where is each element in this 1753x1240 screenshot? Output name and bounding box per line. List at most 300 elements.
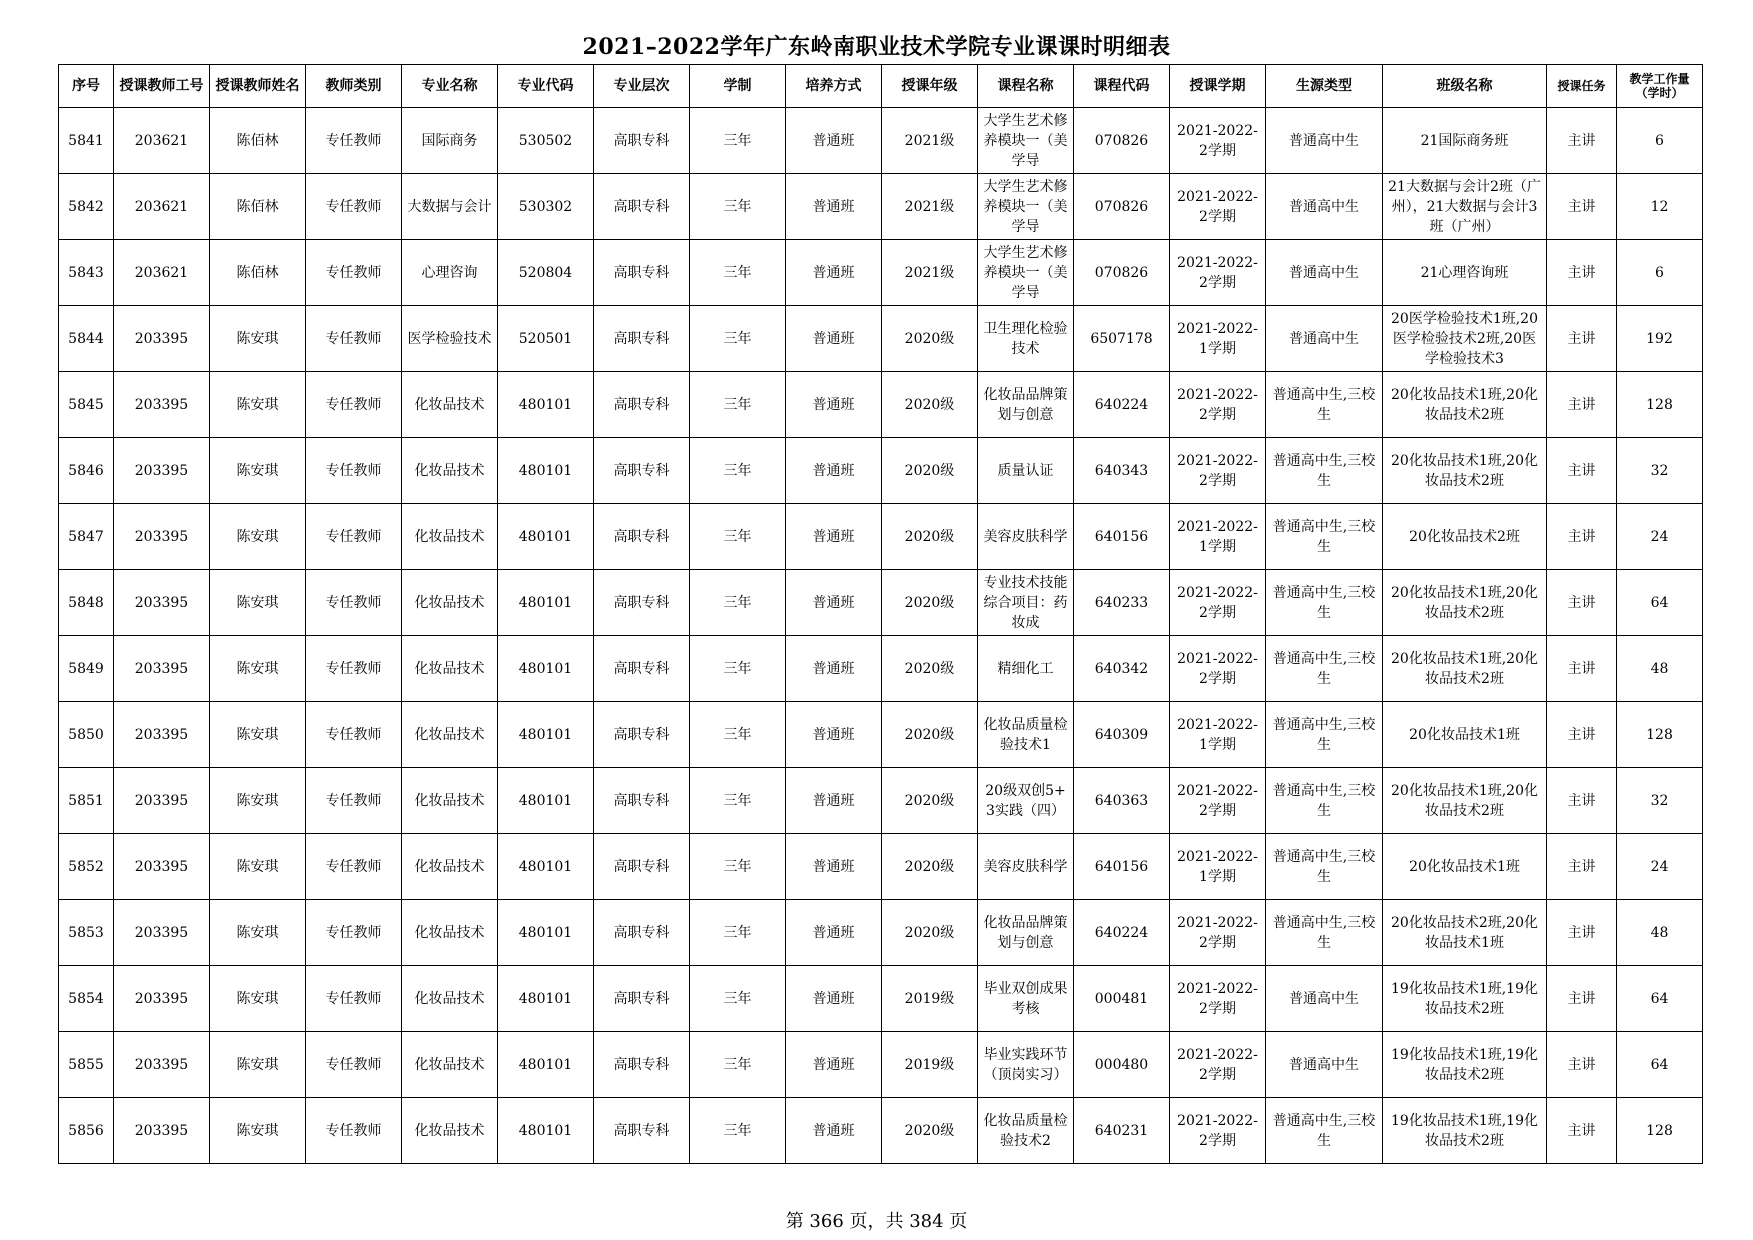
table-row [59,504,1703,570]
cell-teacher-category [306,240,402,306]
cell-text: 5854 [68,990,104,1007]
cell-text: 美容皮肤科学 [983,858,1068,875]
cell-text: 128 [1646,396,1673,413]
cell-class-name [1383,1098,1547,1164]
cell-training-mode [786,240,882,306]
cell-student-source [1266,108,1383,174]
cell-text: 化妆品质量检验技术1 [983,716,1068,753]
cell-task [1547,174,1617,240]
cell-text: 专任教师 [325,792,382,809]
cell-task [1547,702,1617,768]
cell-major-level [594,966,690,1032]
cell-text: 5856 [68,1122,104,1139]
cell-class-name [1383,174,1547,240]
cell-text: 640224 [1094,924,1149,941]
cell-text: 大学生艺术修养模块一（美学导 [983,112,1068,169]
cell-text: 化妆品技术 [414,726,485,743]
cell-text: 480101 [518,990,573,1007]
cell-text: 三年 [723,660,752,677]
cell-duration [690,108,786,174]
cell-text: 陈佰林 [236,264,279,281]
cell-student-source [1266,240,1383,306]
cell-text: 陈安琪 [236,594,279,611]
cell-text: 大数据与会计 [407,198,492,215]
cell-text: 480101 [518,858,573,875]
cell-major-name [402,768,498,834]
cell-course-code [1074,702,1170,768]
cell-training-mode [786,900,882,966]
cell-text: 640156 [1094,528,1149,545]
cell-text: 480101 [518,1122,573,1139]
cell-class-name [1383,108,1547,174]
cell-text: 陈安琪 [236,396,279,413]
cell-training-mode [786,702,882,768]
cell-workload [1617,768,1703,834]
cell-grade [882,570,978,636]
cell-text: 专任教师 [325,1056,382,1073]
cell-teacher-category [306,174,402,240]
cell-text: 专任教师 [325,990,382,1007]
course-hours-table [58,64,1703,1164]
cell-task [1547,372,1617,438]
cell-text: 陈安琪 [236,660,279,677]
cell-seq [59,636,114,702]
cell-text: 主讲 [1567,396,1596,413]
cell-text: 主讲 [1567,660,1596,677]
cell-course-code [1074,174,1170,240]
cell-text: 主讲 [1567,792,1596,809]
cell-course-code [1074,636,1170,702]
cell-text: 普通高中生,三校生 [1272,1112,1376,1149]
cell-text: 化妆品质量检验技术2 [983,1112,1068,1149]
cell-semester [1170,570,1266,636]
cell-course-code [1074,438,1170,504]
cell-major-name [402,108,498,174]
cell-text: 2020级 [904,462,955,479]
cell-major-code [498,306,594,372]
cell-workload [1617,438,1703,504]
cell-task [1547,966,1617,1032]
cell-major-code [498,636,594,702]
cell-text: 203395 [134,792,189,809]
cell-text: 203395 [134,726,189,743]
cell-seq [59,1098,114,1164]
table-row [59,240,1703,306]
cell-text: 高职专科 [613,726,670,743]
cell-text: 480101 [518,396,573,413]
cell-text: 化妆品技术 [414,990,485,1007]
cell-major-level [594,900,690,966]
cell-text: 2021-2022-2学期 [1177,1112,1258,1149]
cell-text: 陈安琪 [236,990,279,1007]
cell-course-code [1074,834,1170,900]
cell-text: 化妆品技术 [414,858,485,875]
table-row [59,702,1703,768]
cell-teacher-category [306,834,402,900]
cell-text: 专任教师 [325,1122,382,1139]
cell-text: 普通高中生 [1289,132,1359,149]
cell-text: 2021-2022-1学期 [1177,716,1258,753]
cell-teacher-category [306,966,402,1032]
cell-teacher-name [210,504,306,570]
cell-text: 陈安琪 [236,858,279,875]
cell-text: 高职专科 [613,924,670,941]
cell-task [1547,108,1617,174]
cell-teacher-name [210,900,306,966]
cell-teacher-id [114,306,210,372]
cell-major-name [402,966,498,1032]
cell-major-name [402,504,498,570]
cell-text: 专任教师 [325,528,382,545]
cell-text: 主讲 [1567,1122,1596,1139]
cell-text: 三年 [723,264,752,281]
cell-text: 主讲 [1567,264,1596,281]
cell-major-level [594,108,690,174]
table-row [59,438,1703,504]
cell-text: 5849 [68,660,104,677]
cell-workload [1617,240,1703,306]
cell-text: 24 [1650,528,1669,545]
cell-grade [882,1098,978,1164]
cell-workload [1617,1098,1703,1164]
cell-training-mode [786,108,882,174]
cell-class-name [1383,966,1547,1032]
cell-course-code [1074,108,1170,174]
cell-text: 陈安琪 [236,1056,279,1073]
cell-grade [882,108,978,174]
cell-text: 普通班 [812,528,855,545]
cell-teacher-name [210,174,306,240]
cell-text: 普通高中生,三校生 [1272,386,1376,423]
cell-text: 480101 [518,792,573,809]
cell-text: 主讲 [1567,858,1596,875]
cell-text: 大学生艺术修养模块一（美学导 [983,178,1068,235]
cell-major-level [594,636,690,702]
cell-teacher-id [114,636,210,702]
cell-text: 20化妆品技术1班 [1409,726,1520,743]
cell-text: 2020级 [904,726,955,743]
cell-class-name [1383,306,1547,372]
cell-semester [1170,636,1266,702]
cell-text: 480101 [518,594,573,611]
cell-text: 三年 [723,792,752,809]
cell-text: 19化妆品技术1班,19化妆品技术2班 [1391,1112,1538,1149]
cell-class-name [1383,834,1547,900]
cell-major-code [498,834,594,900]
cell-class-name [1383,438,1547,504]
cell-text: 640224 [1094,396,1149,413]
cell-class-name [1383,702,1547,768]
cell-text: 普通班 [812,396,855,413]
column-header-teacher-name: 授课教师姓名 [210,65,306,108]
cell-text: 专任教师 [325,198,382,215]
cell-major-code [498,438,594,504]
cell-student-source [1266,768,1383,834]
cell-text: 卫生理化检验技术 [983,320,1068,357]
cell-text: 化妆品品牌策划与创意 [983,386,1068,423]
cell-text: 陈安琪 [236,792,279,809]
cell-major-name [402,1098,498,1164]
cell-course-name [978,636,1074,702]
cell-course-name [978,1032,1074,1098]
cell-class-name [1383,570,1547,636]
cell-text: 64 [1650,594,1669,611]
table-row [59,1098,1703,1164]
cell-text: 203395 [134,990,189,1007]
cell-text: 陈安琪 [236,1122,279,1139]
cell-text: 三年 [723,924,752,941]
cell-teacher-category [306,108,402,174]
cell-text: 070826 [1094,198,1149,215]
cell-text: 化妆品品牌策划与创意 [983,914,1068,951]
cell-duration [690,1098,786,1164]
cell-text: 2020级 [904,858,955,875]
column-header-major-level: 专业层次 [594,65,690,108]
cell-text: 203395 [134,594,189,611]
cell-workload [1617,966,1703,1032]
cell-semester [1170,834,1266,900]
cell-duration [690,966,786,1032]
table-row [59,108,1703,174]
cell-text: 高职专科 [613,792,670,809]
table-row [59,306,1703,372]
cell-teacher-category [306,900,402,966]
cell-text: 480101 [518,660,573,677]
cell-text: 2021-2022-1学期 [1177,518,1258,555]
cell-text: 普通班 [812,198,855,215]
cell-text: 19化妆品技术1班,19化妆品技术2班 [1391,1046,1538,1083]
cell-text: 2021-2022-2学期 [1177,782,1258,819]
cell-seq [59,504,114,570]
cell-text: 32 [1650,462,1669,479]
cell-teacher-name [210,306,306,372]
cell-teacher-category [306,438,402,504]
cell-task [1547,1032,1617,1098]
cell-text: 2020级 [904,594,955,611]
cell-workload [1617,108,1703,174]
cell-text: 医学检验技术 [407,330,492,347]
cell-major-code [498,768,594,834]
cell-course-name [978,108,1074,174]
cell-training-mode [786,1098,882,1164]
cell-duration [690,504,786,570]
document-title: 2021–2022学年广东岭南职业技术学院专业课课时明细表 [582,34,1171,60]
cell-major-level [594,504,690,570]
cell-workload [1617,570,1703,636]
cell-task [1547,768,1617,834]
cell-teacher-name [210,1098,306,1164]
cell-major-name [402,636,498,702]
cell-teacher-name [210,240,306,306]
cell-text: 主讲 [1567,1056,1596,1073]
cell-text: 5846 [68,462,104,479]
cell-text: 530502 [518,132,573,149]
cell-text: 三年 [723,528,752,545]
cell-text: 5853 [68,924,104,941]
cell-class-name [1383,240,1547,306]
cell-text: 21国际商务班 [1420,132,1509,149]
cell-text: 64 [1650,1056,1669,1073]
cell-course-name [978,900,1074,966]
cell-training-mode [786,306,882,372]
cell-text: 12 [1650,198,1669,215]
cell-course-code [1074,966,1170,1032]
cell-semester [1170,702,1266,768]
cell-text: 2021-2022-2学期 [1177,584,1258,621]
cell-major-code [498,702,594,768]
cell-training-mode [786,174,882,240]
cell-text: 480101 [518,726,573,743]
cell-text: 普通班 [812,726,855,743]
cell-text: 普通班 [812,594,855,611]
cell-text: 2020级 [904,660,955,677]
cell-grade [882,966,978,1032]
cell-duration [690,240,786,306]
cell-seq [59,306,114,372]
cell-text: 2019级 [904,990,955,1007]
cell-text: 高职专科 [613,396,670,413]
cell-duration [690,570,786,636]
cell-text: 203395 [134,660,189,677]
cell-text: 6 [1655,132,1664,149]
cell-teacher-name [210,570,306,636]
cell-major-name [402,702,498,768]
cell-teacher-category [306,702,402,768]
cell-text: 480101 [518,924,573,941]
cell-major-name [402,900,498,966]
cell-text: 毕业双创成果考核 [983,980,1068,1017]
cell-text: 三年 [723,726,752,743]
cell-major-name [402,438,498,504]
cell-text: 2021-2022-2学期 [1177,452,1258,489]
cell-major-name [402,570,498,636]
table-row [59,636,1703,702]
page-number: 第 366 页，共 384 页 [785,1211,968,1232]
cell-text: 5855 [68,1056,104,1073]
column-header-teacher-id: 授课教师工号 [114,65,210,108]
cell-text: 质量认证 [997,462,1054,479]
cell-seq [59,1032,114,1098]
cell-task [1547,636,1617,702]
cell-text: 2021级 [904,198,955,215]
cell-seq [59,240,114,306]
cell-text: 三年 [723,462,752,479]
cell-text: 6507178 [1090,330,1153,347]
cell-text: 2020级 [904,330,955,347]
cell-class-name [1383,1032,1547,1098]
cell-text: 48 [1650,660,1669,677]
cell-text: 20级双创5+3实践（四） [985,782,1066,819]
table-row [59,174,1703,240]
cell-text: 高职专科 [613,264,670,281]
cell-duration [690,768,786,834]
cell-text: 2020级 [904,924,955,941]
cell-course-code [1074,372,1170,438]
cell-student-source [1266,174,1383,240]
cell-duration [690,174,786,240]
cell-seq [59,570,114,636]
cell-course-name [978,438,1074,504]
cell-text: 毕业实践环节（顶岗实习） [983,1046,1068,1083]
cell-major-level [594,438,690,504]
cell-task [1547,900,1617,966]
cell-teacher-id [114,174,210,240]
cell-major-name [402,174,498,240]
cell-text: 三年 [723,198,752,215]
cell-grade [882,504,978,570]
cell-major-code [498,174,594,240]
cell-text: 203395 [134,396,189,413]
cell-task [1547,306,1617,372]
cell-text: 三年 [723,132,752,149]
cell-text: 5845 [68,396,104,413]
cell-grade [882,438,978,504]
cell-text: 三年 [723,396,752,413]
cell-text: 高职专科 [613,858,670,875]
cell-teacher-id [114,1098,210,1164]
cell-text: 化妆品技术 [414,792,485,809]
cell-semester [1170,240,1266,306]
cell-text: 专业技术技能综合项目：药妆成 [983,574,1068,631]
column-header-workload: 教学工作量（学时） [1617,65,1703,108]
cell-seq [59,900,114,966]
cell-text: 2019级 [904,1056,955,1073]
cell-teacher-id [114,438,210,504]
cell-text: 2020级 [904,396,955,413]
cell-course-name [978,240,1074,306]
cell-teacher-name [210,372,306,438]
cell-text: 5847 [68,528,104,545]
cell-text: 5848 [68,594,104,611]
cell-major-code [498,900,594,966]
cell-workload [1617,174,1703,240]
table-row [59,768,1703,834]
cell-text: 640309 [1094,726,1149,743]
cell-text: 2021-2022-2学期 [1177,254,1258,291]
column-header-major-name: 专业名称 [402,65,498,108]
cell-text: 高职专科 [613,1056,670,1073]
cell-text: 2021-2022-2学期 [1177,980,1258,1017]
cell-course-code [1074,306,1170,372]
cell-text: 640233 [1094,594,1149,611]
cell-grade [882,702,978,768]
table-row [59,1032,1703,1098]
cell-text: 21大数据与会计2班（广州），21大数据与会计3班（广州） [1388,178,1541,235]
cell-text: 陈安琪 [236,924,279,941]
cell-workload [1617,306,1703,372]
cell-seq [59,768,114,834]
cell-text: 640156 [1094,858,1149,875]
cell-training-mode [786,834,882,900]
cell-semester [1170,108,1266,174]
cell-duration [690,636,786,702]
cell-duration [690,900,786,966]
table-body [59,108,1703,1164]
cell-text: 普通班 [812,924,855,941]
cell-text: 主讲 [1567,462,1596,479]
cell-major-level [594,834,690,900]
cell-text: 203395 [134,858,189,875]
cell-grade [882,900,978,966]
cell-text: 高职专科 [613,132,670,149]
cell-teacher-name [210,438,306,504]
cell-student-source [1266,702,1383,768]
cell-text: 化妆品技术 [414,1122,485,1139]
cell-text: 高职专科 [613,528,670,545]
cell-major-level [594,1098,690,1164]
cell-major-code [498,966,594,1032]
cell-text: 主讲 [1567,924,1596,941]
